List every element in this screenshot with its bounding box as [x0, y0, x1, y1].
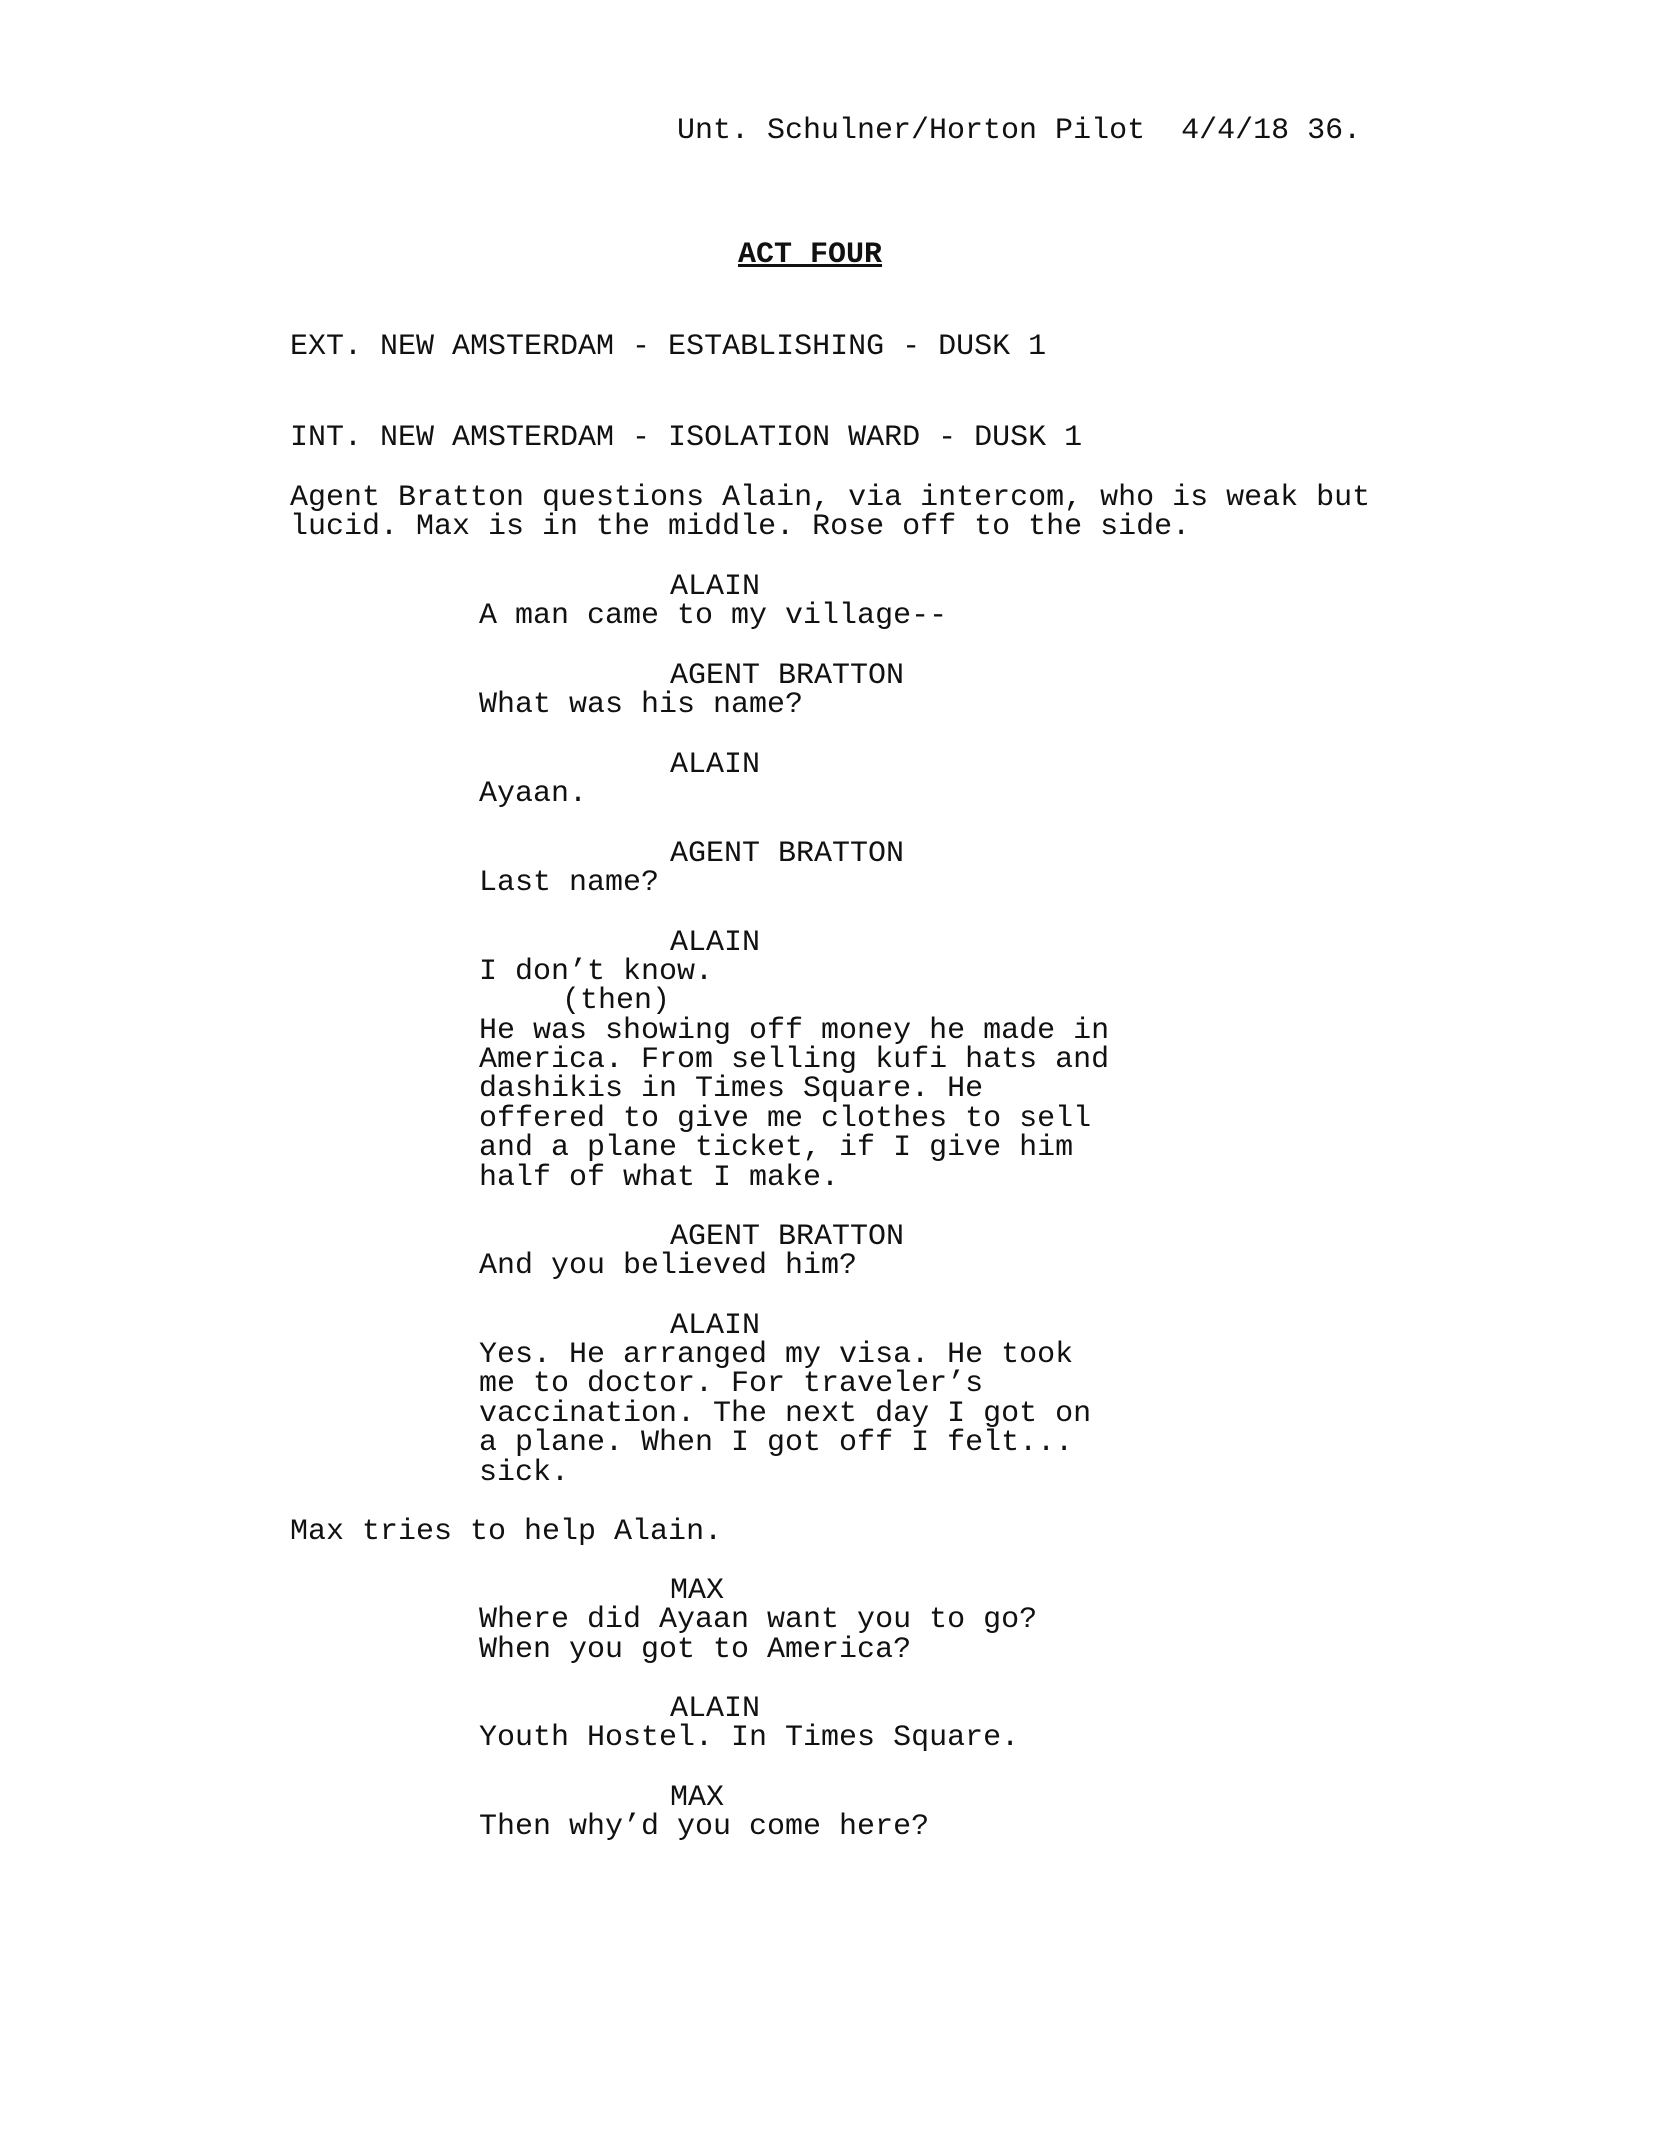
dialogue-line: sick.	[479, 1456, 570, 1490]
dialogue-line: What was his name?	[479, 688, 804, 722]
dialogue-line: When you got to America?	[479, 1633, 912, 1667]
action-line: lucid. Max is in the middle. Rose off to the side.	[290, 510, 1191, 544]
character-name: MAX	[670, 1781, 725, 1815]
dialogue-line: half of what I make.	[479, 1161, 840, 1195]
dialogue-line: And you believed him?	[479, 1249, 858, 1283]
character-name: MAX	[670, 1574, 725, 1608]
dialogue-line: Where did Ayaan want you to go?	[479, 1603, 1038, 1637]
dialogue-line: Last name?	[479, 866, 660, 900]
dialogue-line: Youth Hostel. In Times Square.	[479, 1721, 1020, 1755]
dialogue-line: vaccination. The next day I got on	[479, 1397, 1092, 1431]
action-line: Max tries to help Alain.	[290, 1515, 723, 1549]
character-name: ALAIN	[670, 570, 761, 604]
dialogue-line: Ayaan.	[479, 777, 588, 811]
dialogue-line: Yes. He arranged my visa. He took	[479, 1338, 1074, 1372]
scene-heading-interior: INT. NEW AMSTERDAM - ISOLATION WARD - DUSK 1	[290, 421, 1083, 455]
dialogue-line: Then why’d you come here?	[479, 1810, 930, 1844]
page-header: Unt. Schulner/Horton Pilot 4/4/18 36.	[677, 114, 1362, 148]
act-title: ACT FOUR	[738, 238, 883, 272]
character-name: ALAIN	[670, 748, 761, 782]
character-name: ALAIN	[670, 1692, 761, 1726]
dialogue-line: and a plane ticket, if I give him	[479, 1131, 1074, 1165]
dialogue-line: offered to give me clothes to sell	[479, 1102, 1092, 1136]
parenthetical: (then)	[562, 984, 671, 1018]
character-name: AGENT BRATTON	[670, 1220, 905, 1254]
dialogue-line: me to doctor. For traveler’s	[479, 1367, 984, 1401]
action-line: Agent Bratton questions Alain, via intercom, who is weak but	[290, 481, 1371, 515]
dialogue-line: He was showing off money he made in	[479, 1014, 1110, 1048]
character-name: ALAIN	[670, 926, 761, 960]
character-name: AGENT BRATTON	[670, 837, 905, 871]
dialogue-line: I don’t know.	[479, 955, 714, 989]
dialogue-line: America. From selling kufi hats and	[479, 1043, 1110, 1077]
character-name: AGENT BRATTON	[670, 659, 905, 693]
dialogue-line: dashikis in Times Square. He	[479, 1072, 984, 1106]
dialogue-line: A man came to my village--	[479, 599, 948, 633]
scene-heading-exterior: EXT. NEW AMSTERDAM - ESTABLISHING - DUSK 1	[290, 330, 1047, 364]
character-name: ALAIN	[670, 1309, 761, 1343]
dialogue-line: a plane. When I got off I felt...	[479, 1426, 1074, 1460]
